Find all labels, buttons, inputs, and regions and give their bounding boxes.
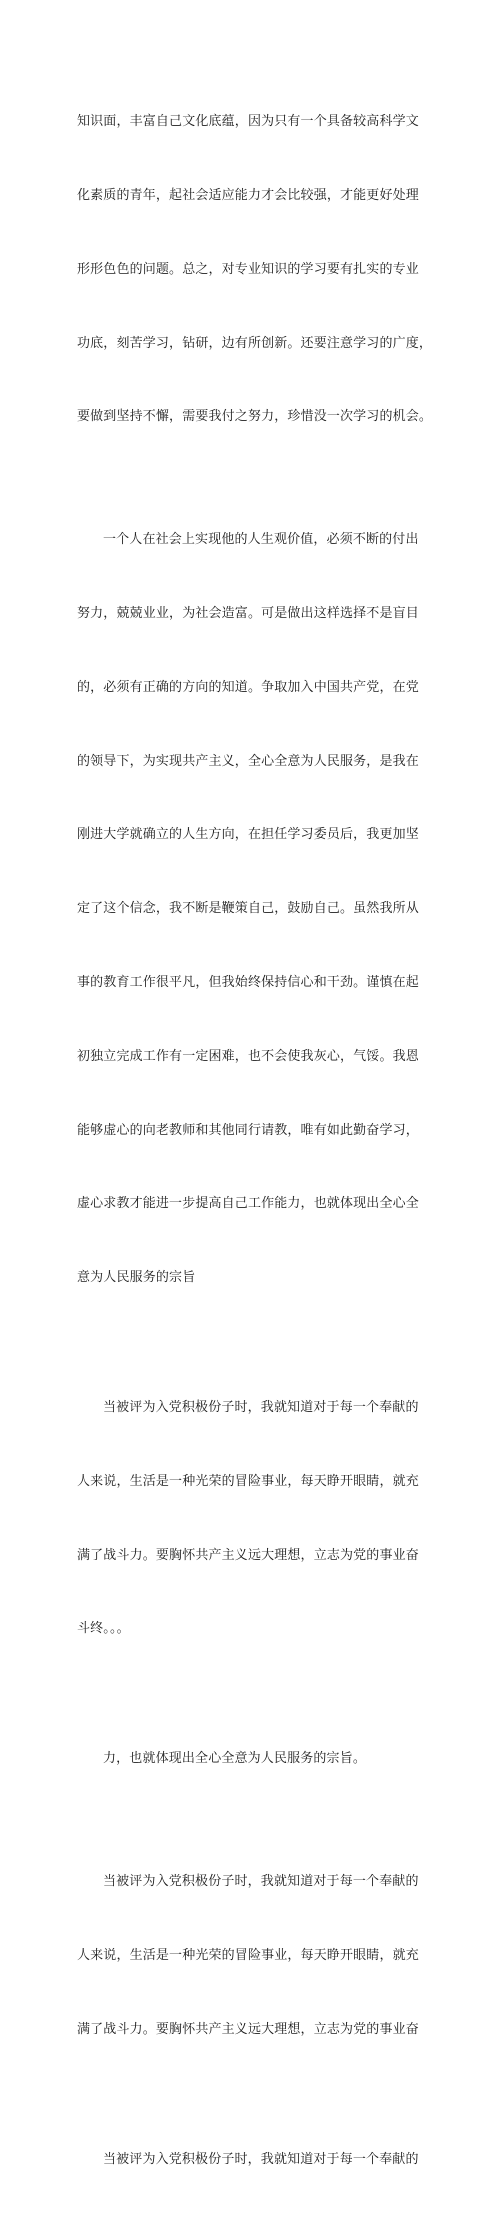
text-line: 的领导下，为实现共产主义，全心全意为人民服务，是我在 xyxy=(77,753,419,769)
text-line: 满了战斗力。要胸怀共产主义远大理想，立志为党的事业奋 xyxy=(77,1547,419,1563)
text-line: 意为人民服务的宗旨 xyxy=(77,1270,196,1286)
text-line: 要做到坚持不懈，需要我付之努力，珍惜没一次学习的机会。 xyxy=(77,409,433,425)
text-line: 满了战斗力。要胸怀共产主义远大理想，立志为党的事业奋 xyxy=(77,2021,419,2037)
paragraph-1 xyxy=(77,61,433,479)
paragraph-5 xyxy=(77,1821,427,2092)
text-line: 人来说，生活是一种光荣的冒险事业，每天睁开眼睛，就充 xyxy=(77,1473,419,1489)
paragraph-2 xyxy=(77,479,427,1340)
text-line: 虚心求教才能进一步提高自己工作能力，也就体现出全心全 xyxy=(77,1196,419,1212)
text-line: 功底，刻苦学习，钻研，边有所创新。还要注意学习的广度， xyxy=(77,335,433,351)
text-line: 当被评为入党积极份子时，我就知道对于每一个奉献的 xyxy=(103,1400,419,1416)
text-line: 努力，兢兢业业，为社会造富。可是做出这样选择不是盲目 xyxy=(77,606,419,622)
paragraph-6 xyxy=(77,2099,427,2222)
paragraph-spacer xyxy=(77,2092,427,2099)
text-line: 知识面，丰富自己文化底蕴，因为只有一个具备较高科学文 xyxy=(77,114,419,130)
text-line: 化素质的青年，起社会适应能力才会比较强，才能更好处理 xyxy=(77,187,419,203)
text-line: 形形色色的问题。总之，对专业知识的学习要有扎实的专业 xyxy=(77,261,419,277)
text-line: 一个人在社会上实现他的人生观价值，必须不断的付出 xyxy=(103,532,419,548)
text-line: 力，也就体现出全心全意为人民服务的宗旨。 xyxy=(103,1751,367,1767)
text-line: 能够虚心的向老教师和其他同行请教，唯有如此勤奋学习， xyxy=(77,1122,419,1138)
paragraph-spacer xyxy=(77,1340,427,1347)
paragraph-3 xyxy=(77,1347,427,1691)
text-line: 斗终。。。 xyxy=(77,1621,130,1637)
text-line: 的，必须有正确的方向的知道。争取加入中国共产党，在党 xyxy=(77,679,419,695)
text-line: 当被评为入党积极份子时，我就知道对于每一个奉献的 xyxy=(103,2151,419,2167)
text-line: 事的教育工作很平凡，但我始终保持信心和干劲。谨慎在起 xyxy=(77,974,419,990)
text-line: 当被评为入党积极份子时，我就知道对于每一个奉献的 xyxy=(103,1874,419,1890)
document-body xyxy=(77,61,433,2222)
text-line: 人来说，生活是一种光荣的冒险事业，每天睁开眼睛，就充 xyxy=(77,1948,419,1964)
paragraph-spacer xyxy=(77,1691,427,1698)
paragraph-4 xyxy=(77,1698,427,1821)
text-line: 初独立完成工作有一定困难，也不会使我灰心，气馁。我恩 xyxy=(77,1048,419,1064)
text-line: 定了这个信念，我不断是鞭策自己，鼓励自己。虽然我所从 xyxy=(77,901,419,917)
text-line: 刚进大学就确立的人生方向，在担任学习委员后，我更加坚 xyxy=(77,827,419,843)
